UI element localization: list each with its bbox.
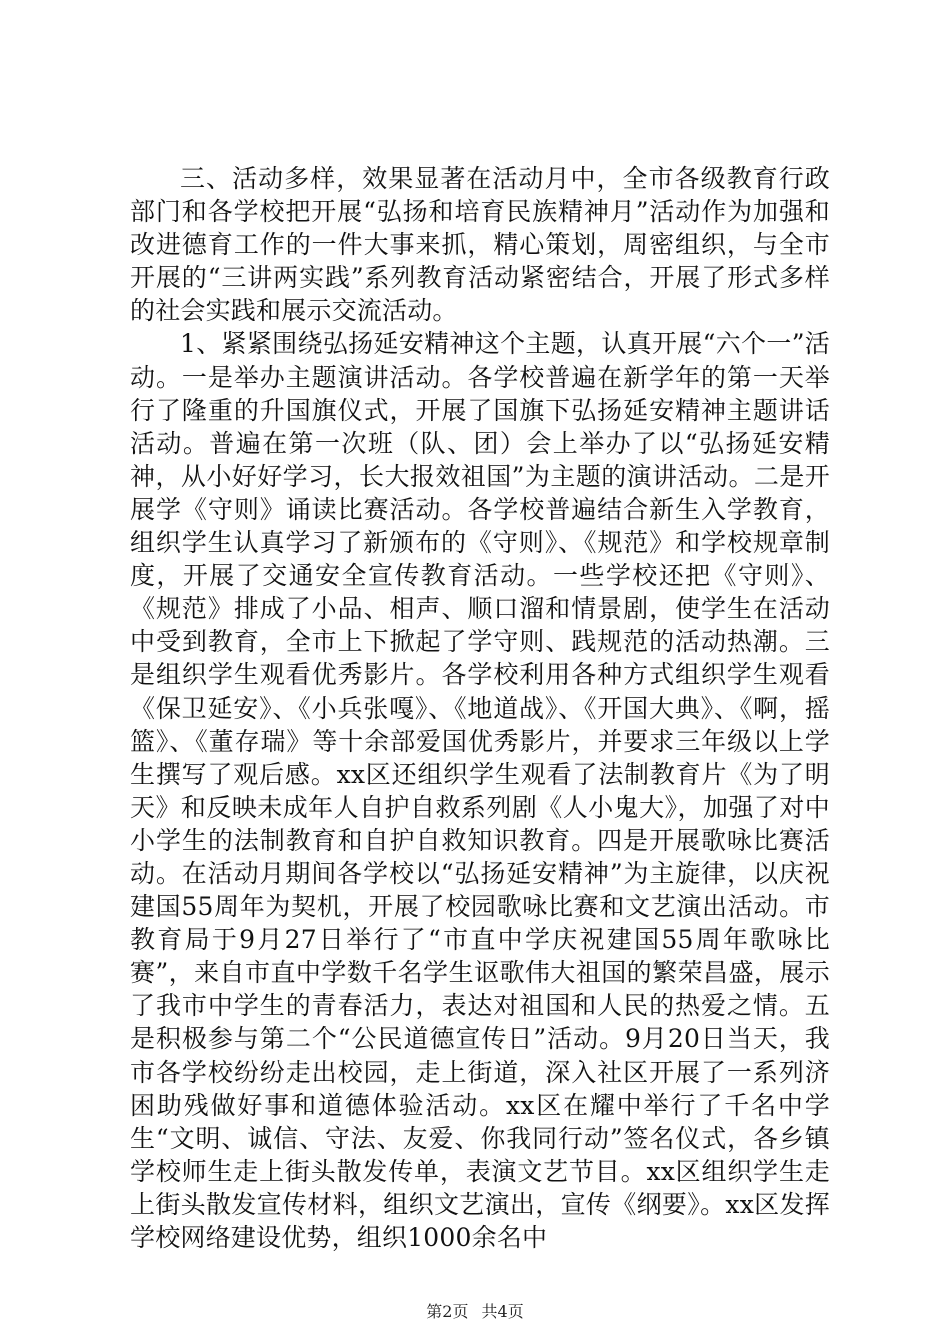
paragraph-six-activities: 1、紧紧围绕弘扬延安精神这个主题，认真开展“六个一”活动。一是举办主题演讲活动。各学校普遍在新学年的第一天举行了隆重的升国旗仪式，开展了国旗下弘扬延安精神主题讲话活动。普遍在第一次班（队、团）会上举办了以“弘扬延安精神，从小好好学习，长大报效祖国”为主题的演讲活动。二是开展学《守则》诵读比赛活动。各学校普遍结合新生入学教育，组织学生认真学习了新颁布的《守则》、《规范》和学校规章制度，开展了交通安全宣传教育活动。一些学校还把《守则》、《规范》排成了小品、相声、顺口溜和情景剧，使学生在活动中受到教育，全市上下掀起了学守则、践规范的活动热潮。三是组织学生观看优秀影片。各学校利用各种方式组织学生观看《保卫延安》、《小兵张嘎》、《地道战》、《开国大典》、《啊，摇篮》、《董存瑞》等十余部爱国优秀影片，并要求三年级以上学生撰写了观后感。xx区还组织学生观看了法制教育片《为了明天》和反映未成年人自护自救系列剧《人小鬼大》，加强了对中小学生的法制教育和自护自救知识教育。四是开展歌咏比赛活动。在活动月期间各学校以“弘扬延安精神”为主旋律，以庆祝建国55周年为契机，开展了校园歌咏比赛和文艺演出活动。市教育局于9月27日举行了“市直中学庆祝建国55周年歌咏比赛”，来自市直中学数千名学生讴歌伟大祖国的繁荣昌盛，展示了我市中学生的青春活力，表达对祖国和人民的热爱之情。五是积极参与第二个“公民道德宣传日”活动。9月20日当天，我市各学校纷纷走出校园，走上街道，深入社区开展了一系列济困助残做好事和道德体验活动。xx区在耀中举行了千名中学生“文明、诚信、守法、友爱、你我同行动”签名仪式，各乡镇学校师生走上街头散发传单，表演文艺节目。xx区组织学生走上街头散发宣传材料，组织文艺演出，宣传《纲要》。xx区发挥学校网络建设优势，组织1000余名中 [130, 329, 830, 1252]
document-body [130, 162, 830, 1254]
page-footer [0, 1299, 950, 1322]
page-number: 第2页 [426, 1302, 469, 1321]
paragraph-activities-summary: 三、活动多样，效果显著在活动月中，全市各级教育行政部门和各学校把开展“弘扬和培育民族精神月”活动作为加强和改进德育工作的一件大事来抓，精心策划，周密组织，与全市开展的“三讲两实践”系列教育活动紧密结合，开展了形式多样的社会实践和展示交流活动。 [130, 164, 830, 326]
page-total: 共4页 [481, 1302, 524, 1321]
